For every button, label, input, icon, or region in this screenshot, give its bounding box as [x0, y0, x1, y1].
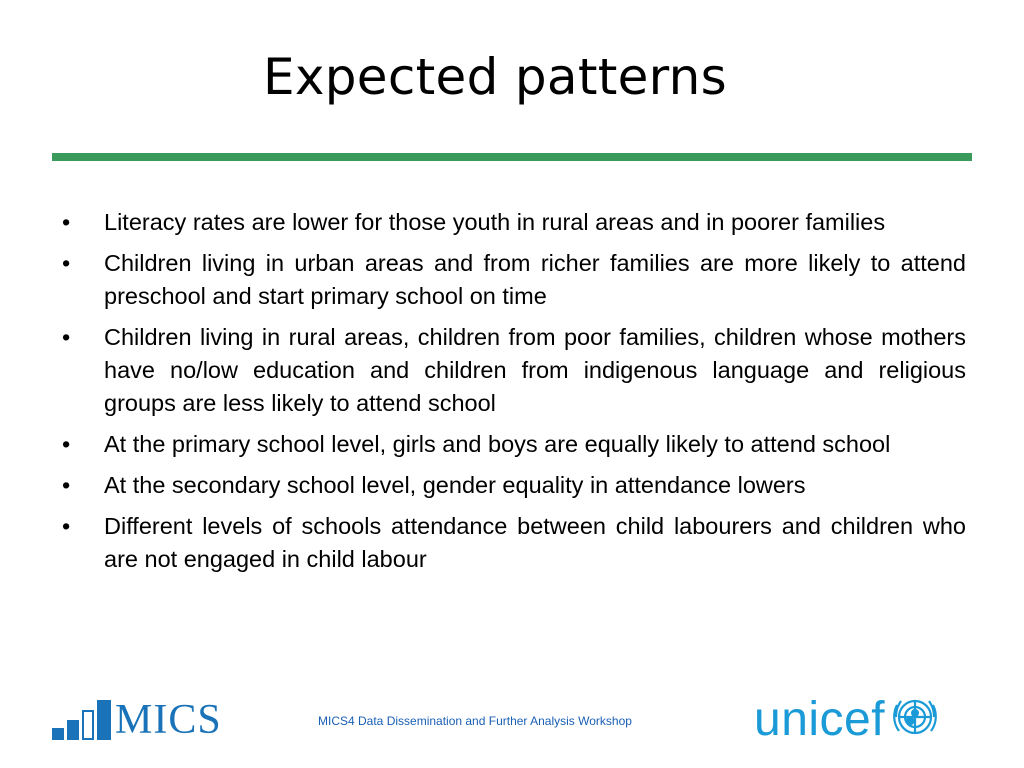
- bullet-item-5: [60, 469, 966, 502]
- bullet-marker: •: [62, 513, 71, 539]
- mics-logo: [52, 696, 222, 743]
- bullet-item-4: [60, 428, 966, 461]
- footer-caption: MICS4 Data Dissemination and Further Analysis Workshop: [318, 714, 632, 728]
- unicef-logo-text: unicef: [754, 693, 886, 746]
- title-divider-bar: [52, 153, 972, 161]
- bullet-item-3: [60, 321, 966, 420]
- bullet-text: Children living in rural areas, children from poor families, children whose mothers have no/low education and children from indigenous language and religious groups are less likely to attend school: [104, 324, 966, 416]
- bullet-list: [60, 206, 966, 576]
- slide-footer: [0, 690, 1024, 760]
- mics-bar-4: [97, 700, 111, 740]
- bullet-list-container: [60, 206, 966, 584]
- bullet-text: At the primary school level, girls and boys are equally likely to attend school: [104, 431, 891, 457]
- bullet-marker: •: [62, 209, 71, 235]
- title-divider: [52, 153, 972, 161]
- bullet-text: At the secondary school level, gender equality in attendance lowers: [104, 472, 806, 498]
- bullet-marker: •: [62, 472, 71, 498]
- slide-title: Expected patterns: [262, 48, 728, 106]
- bullet-text: Children living in urban areas and from richer families are more likely to attend preschool and start primary school on time: [104, 250, 966, 309]
- mics-bar-2: [67, 720, 79, 740]
- mics-bar-1: [52, 728, 64, 740]
- bullet-marker: •: [62, 250, 71, 276]
- mics-bar-3: [82, 710, 94, 740]
- bullet-text: Different levels of schools attendance between child labourers and children who are not engaged in child labour: [104, 513, 966, 572]
- bullet-marker: •: [62, 324, 71, 350]
- bullet-marker: •: [62, 431, 71, 457]
- unicef-logo: [754, 690, 941, 750]
- bullet-text: Literacy rates are lower for those youth in rural areas and in poorer families: [104, 209, 886, 235]
- mics-bars-icon: [52, 700, 111, 740]
- unicef-emblem-icon: [889, 691, 941, 743]
- mics-logo-text: MICS: [115, 697, 222, 743]
- bullet-item-1: [60, 206, 966, 239]
- bullet-item-2: [60, 247, 966, 313]
- bullet-item-6: [60, 510, 966, 576]
